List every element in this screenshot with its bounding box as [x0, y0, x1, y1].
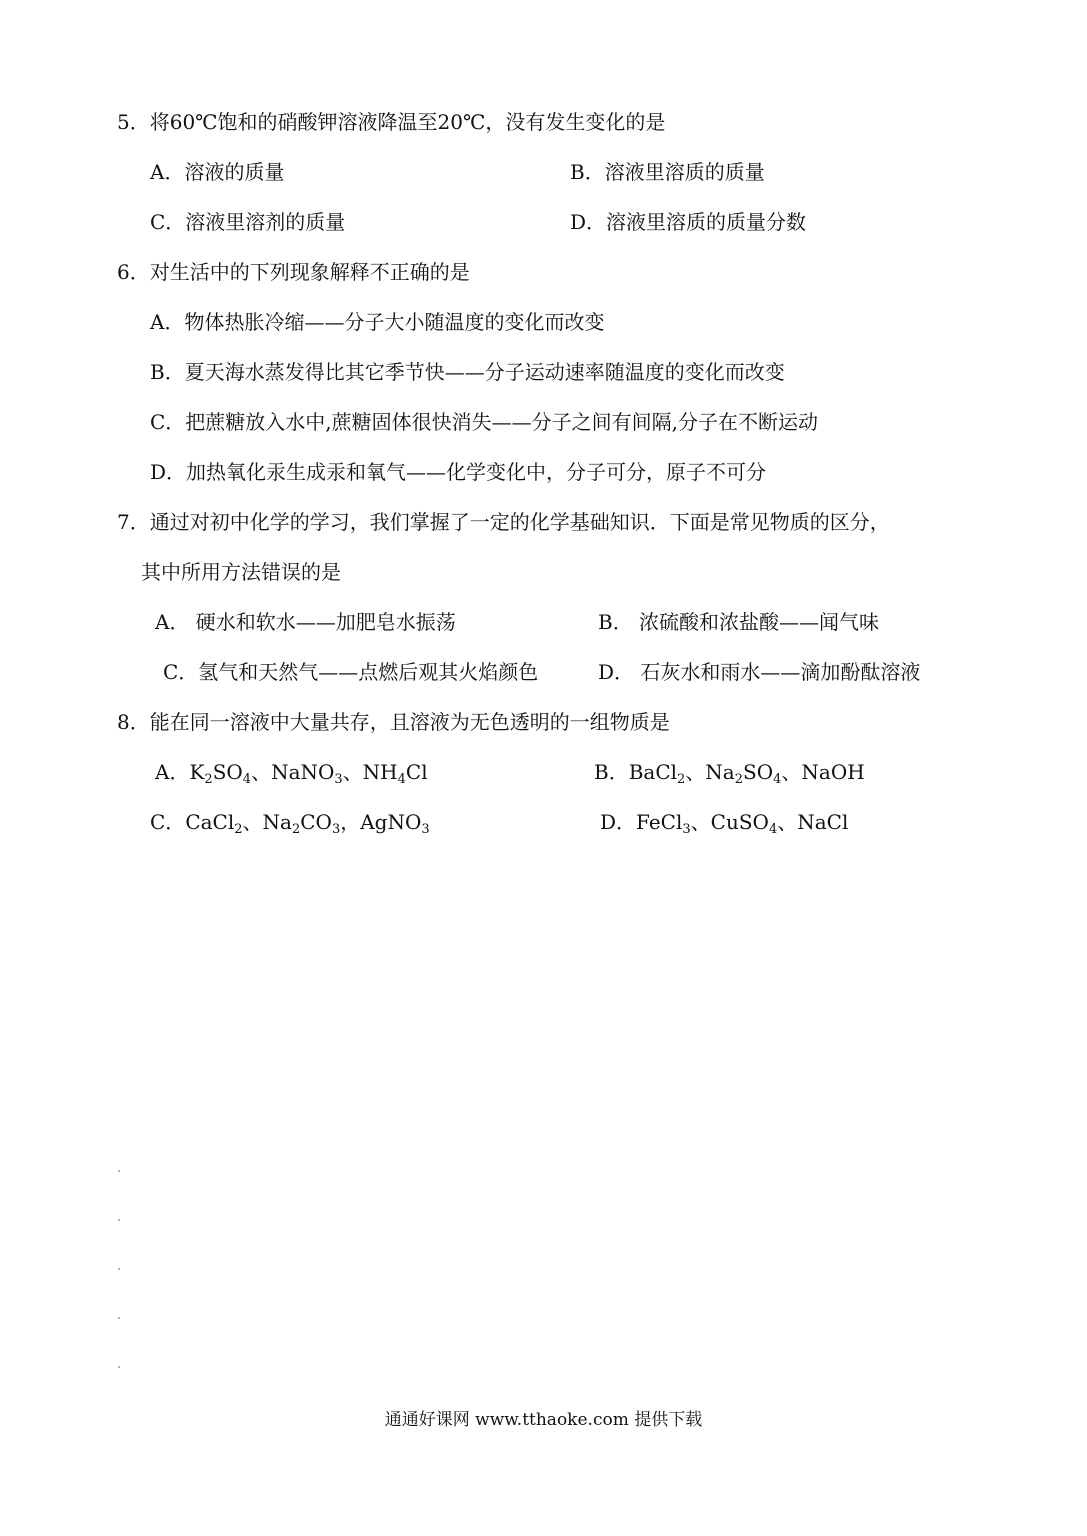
formula-text: 、CuSO	[690, 810, 769, 834]
formula-text: FeCl	[636, 810, 683, 834]
question-7-stem-continuation: 其中所用方法错误的是	[141, 560, 341, 584]
formula-text: K	[189, 760, 205, 784]
formula-text: 、NH	[342, 760, 398, 784]
formula-subscript: 3	[421, 822, 430, 837]
formula-text: 、Na	[685, 760, 735, 784]
formula-subscript: 2	[677, 772, 686, 787]
question-6-option-d: D．加热氧化汞生成汞和氧气——化学变化中，分子可分，原子不可分	[150, 460, 767, 484]
formula-text: CaCl	[185, 810, 235, 834]
margin-dot	[118, 1366, 120, 1368]
formula-subscript: 4	[242, 772, 252, 787]
formula-subscript: 2	[291, 822, 301, 837]
question-8-option-a	[155, 759, 428, 785]
question-6-option-c: C．把蔗糖放入水中,蔗糖固体很快消失——分子之间有间隔,分子在不断运动	[150, 410, 819, 434]
formula-text: ，AgNO	[340, 810, 422, 834]
question-6-stem: 6．对生活中的下列现象解释不正确的是	[117, 260, 470, 284]
option-label: C．	[150, 810, 186, 834]
margin-dot	[118, 1170, 120, 1172]
question-5-option-c: C．溶液里溶剂的质量	[150, 210, 346, 234]
formula-text: SO	[212, 760, 243, 784]
formula-subscript: 3	[682, 822, 691, 837]
question-8-option-b	[594, 759, 865, 785]
formula-text: 、Na	[242, 810, 292, 834]
formula-text: BaCl	[628, 760, 678, 784]
margin-dot	[118, 1268, 120, 1270]
option-label: B．	[594, 760, 629, 784]
formula-text: 、NaOH	[781, 760, 865, 784]
margin-dot	[118, 1219, 120, 1221]
question-7-option-c: C．氢气和天然气——点燃后观其火焰颜色	[163, 660, 539, 684]
formula-text: 、NaNO	[251, 760, 335, 784]
margin-dot	[118, 1317, 120, 1319]
formula-subscript: 3	[331, 822, 341, 837]
formula-subscript: 4	[397, 772, 406, 787]
question-7-option-a: A． 硬水和软水——加肥皂水振荡	[155, 610, 456, 634]
question-5-stem: 5．将60℃饱和的硝酸钾溶液降温至20℃，没有发生变化的是	[117, 110, 666, 134]
question-8-stem: 8．能在同一溶液中大量共存，且溶液为无色透明的一组物质是	[117, 710, 670, 734]
formula-subscript: 2	[234, 822, 243, 837]
formula-subscript: 2	[734, 772, 744, 787]
formula-text: 、NaCl	[777, 810, 849, 834]
question-7-stem: 7．通过对初中化学的学习，我们掌握了一定的化学基础知识．下面是常见物质的区分，	[117, 510, 890, 534]
formula-text: Cl	[405, 760, 428, 784]
formula-subscript: 2	[204, 772, 213, 787]
question-6-option-a: A．物体热胀冷缩——分子大小随温度的变化而改变	[150, 310, 605, 334]
question-5-option-d: D．溶液里溶质的质量分数	[570, 210, 807, 234]
question-7-option-b: B． 浓硫酸和浓盐酸——闻气味	[598, 610, 880, 634]
question-8-option-d	[600, 809, 848, 835]
question-5-option-b: B．溶液里溶质的质量	[570, 160, 765, 184]
formula-text: CO	[300, 810, 332, 834]
option-label: A．	[155, 760, 190, 784]
formula-subscript: 4	[768, 822, 778, 837]
formula-subscript: 4	[773, 772, 782, 787]
question-6-option-b: B．夏天海水蒸发得比其它季节快——分子运动速率随温度的变化而改变	[150, 360, 785, 384]
option-label: D．	[600, 810, 637, 834]
question-8-option-c	[150, 809, 430, 835]
formula-text: SO	[743, 760, 774, 784]
page-footer: 通通好课网 www.tthaoke.com 提供下载	[384, 1410, 703, 1430]
question-5-option-a: A．溶液的质量	[150, 160, 285, 184]
formula-subscript: 3	[334, 772, 343, 787]
question-7-option-d: D． 石灰水和雨水——滴加酚酞溶液	[598, 660, 921, 684]
